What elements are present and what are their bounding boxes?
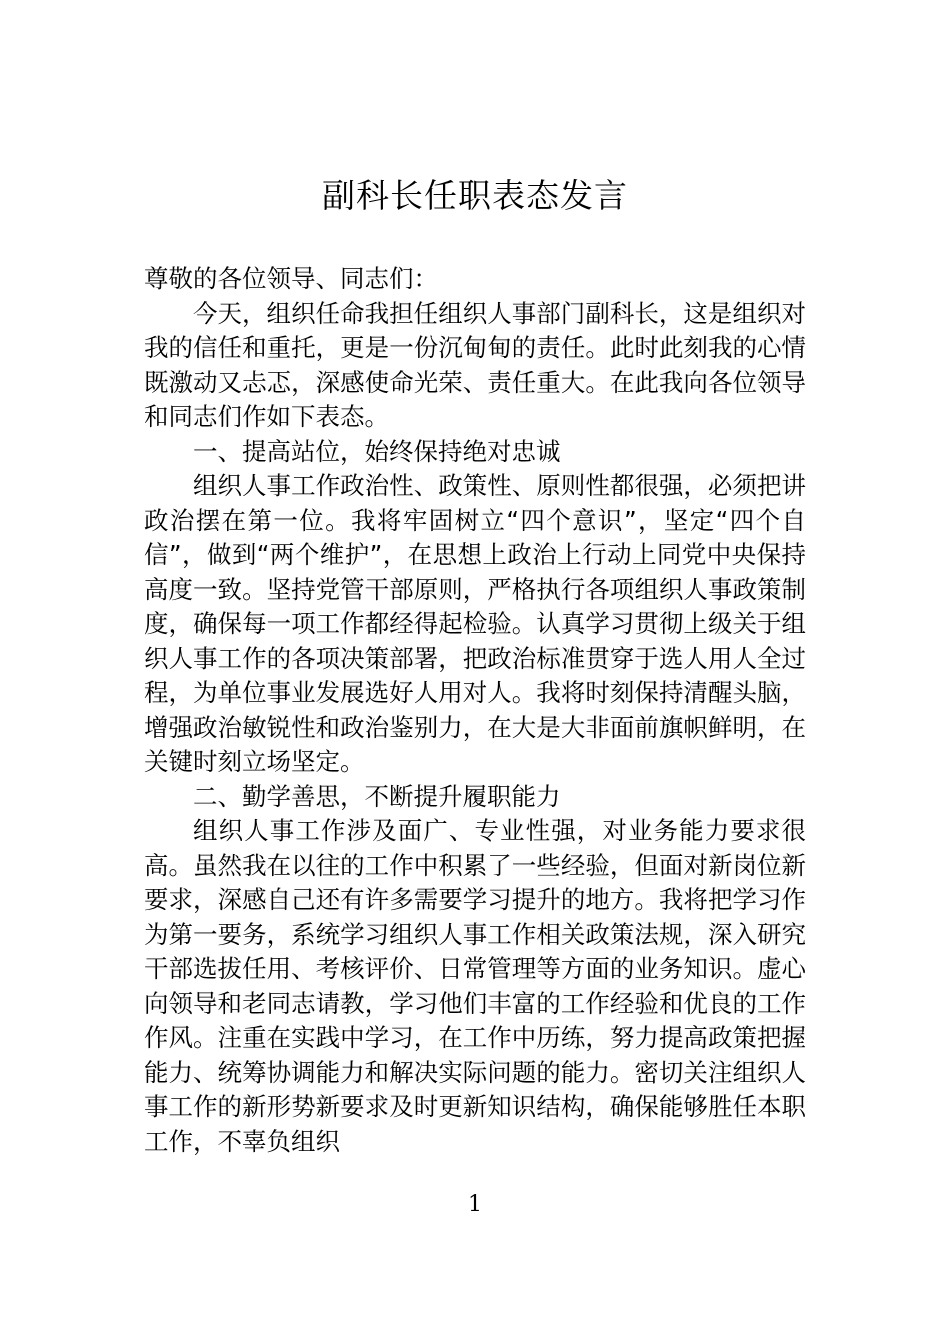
page-number: 1 [468,1192,482,1217]
document-body [144,262,806,1159]
salutation: 尊敬的各位领导、同志们： [144,264,438,293]
paragraph-section-2: 组织人事工作涉及面广、专业性强，对业务能力要求很高。虽然我在以往的工作中积累了一些经验，但面对新岗位新要求，深感自己还有许多需要学习提升的地方。我将把学习作为第一要务，系统学习组织人事工作相关政策法规，深入研究干部选拔任用、考核评价、日常管理等方面的业务知识。虚心向领导和老同志请教，学习他们丰富的工作经验和优良的工作作风。注重在实践中学习，在工作中历练，努力提高政策把握能力、统筹协调能力和解决实际问题的能力。密切关注组织人事工作的新形势新要求及时更新知识结构，确保能够胜任本职工作，不辜负组织 [144,816,806,1156]
paragraph-section-1: 组织人事工作政治性、政策性、原则性都很强，必须把讲政治摆在第一位。我将牢固树立“四个意识”，坚定“四个自信”，做到“两个维护”，在思想上政治上行动上同党中央保持高度一致。坚持党管干部原则，严格执行各项组织人事政策制度，确保每一项工作都经得起检验。认真学习贯彻上级关于组织人事工作的各项决策部署，把政治标准贯穿于选人用人全过程，为单位事业发展选好人用对人。我将时刻保持清醒头脑，增强政治敏锐性和政治鉴别力，在大是大非面前旗帜鲜明，在关键时刻立场坚定。 [144,471,806,776]
section-heading-2: 二、勤学善思，不断提升履职能力 [193,781,561,811]
section-heading-1: 一、提高站位，始终保持绝对忠诚 [193,436,561,466]
paragraph-intro: 今天，组织任命我担任组织人事部门副科长，这是组织对我的信任和重托，更是一份沉甸甸的责任。此时此刻我的心情既激动又忐忑，深感使命光荣、责任重大。在此我向各位领导和同志们作如下表态。 [144,298,806,431]
document-title: 副科长任职表态发言 [322,176,628,215]
